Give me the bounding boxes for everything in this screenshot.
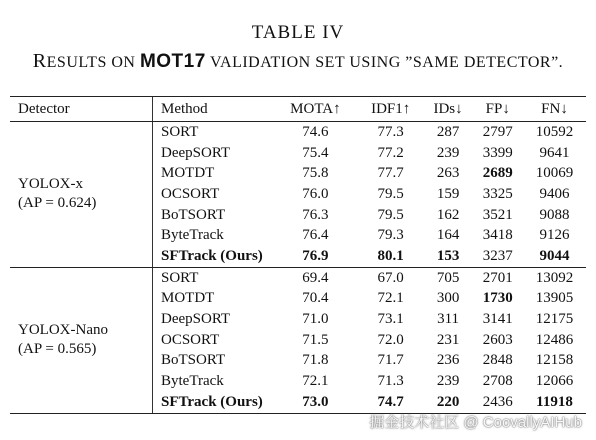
fp-cell: 2436 <box>473 392 523 413</box>
mota-cell: 69.4 <box>302 269 329 286</box>
detector-name: YOLOX-Nano <box>18 322 108 339</box>
fp-cell: 2708 <box>482 373 513 390</box>
mota-cell: 72.1 <box>302 373 329 390</box>
fp-cell: 3141 <box>482 311 513 328</box>
mota-cell: 76.3 <box>302 206 329 223</box>
bold-value: SFTrack (Ours) <box>161 247 263 264</box>
detector-ap: (AP = 0.624) <box>18 195 97 212</box>
detector-cell <box>10 267 153 413</box>
header-fn: FN↓ <box>523 97 586 122</box>
fp-cell <box>473 163 523 184</box>
mota-cell: 71.0 <box>302 311 329 328</box>
bold-value: 220 <box>436 393 460 410</box>
ids-cell: 239 <box>436 373 460 390</box>
idf1-cell: 77.2 <box>377 144 404 161</box>
idf1-cell: 79.5 <box>377 185 404 202</box>
fp-cell: 2701 <box>482 269 513 286</box>
ids-cell: 311 <box>437 311 460 328</box>
fn-cell: 12175 <box>535 311 574 328</box>
mota-cell: 70.4 <box>302 290 329 307</box>
method-cell: SORT <box>153 267 274 288</box>
bold-value: SFTrack (Ours) <box>161 393 263 410</box>
method-cell: MOTDT <box>153 163 274 184</box>
caption-dataset: MOT17 <box>139 51 206 72</box>
method-cell: BoTSORT <box>153 351 274 372</box>
header-method: Method <box>153 97 274 122</box>
mota-cell: 76.0 <box>302 185 329 202</box>
bold-value: 76.9 <box>302 247 329 264</box>
fp-cell: 2797 <box>482 123 513 140</box>
table-row <box>10 122 586 143</box>
fn-cell <box>523 392 586 413</box>
fp-cell: 3399 <box>482 144 513 161</box>
idf1-cell: 72.1 <box>377 290 404 307</box>
table-caption <box>0 50 596 73</box>
method-cell: ByteTrack <box>153 371 274 392</box>
idf1-cell <box>358 392 424 413</box>
header-idf1: IDF1↑ <box>358 97 424 122</box>
bold-value: 73.0 <box>302 393 329 410</box>
ids-cell: 231 <box>436 331 460 348</box>
header-ids: IDs↓ <box>424 97 473 122</box>
header-fp: FP↓ <box>473 97 523 122</box>
mota-cell: 74.6 <box>302 123 329 140</box>
ids-cell: 300 <box>436 290 460 307</box>
ids-cell: 164 <box>436 227 460 244</box>
fn-cell: 10592 <box>535 123 574 140</box>
method-cell: OCSORT <box>153 184 274 205</box>
ids-cell: 159 <box>436 185 460 202</box>
fn-cell: 13092 <box>535 269 574 286</box>
fn-cell: 13905 <box>535 290 574 307</box>
fp-cell: 3521 <box>482 206 513 223</box>
method-cell: ByteTrack <box>153 225 274 246</box>
fn-cell: 10069 <box>535 165 574 182</box>
fn-cell: 9641 <box>539 144 570 161</box>
bold-value: 11918 <box>536 393 573 410</box>
idf1-cell: 67.0 <box>377 269 404 286</box>
fn-cell: 12066 <box>535 373 574 390</box>
header-detector: Detector <box>10 97 153 122</box>
table-body <box>10 122 586 414</box>
bold-value: 74.7 <box>377 393 404 410</box>
idf1-cell: 77.7 <box>377 165 404 182</box>
idf1-cell: 79.3 <box>377 227 404 244</box>
bold-value: 153 <box>436 247 460 264</box>
watermark: 掘金技术社区 @ CoovallyAIHub <box>369 414 582 431</box>
idf1-cell: 77.3 <box>377 123 404 140</box>
fn-cell: 12486 <box>535 331 574 348</box>
method-cell: MOTDT <box>153 289 274 310</box>
method-cell: SORT <box>153 122 274 143</box>
bold-value: 2689 <box>482 165 513 182</box>
ids-cell <box>424 392 473 413</box>
fn-cell: 12158 <box>535 352 574 369</box>
header-mota: MOTA↑ <box>273 97 358 122</box>
idf1-cell: 71.7 <box>377 352 404 369</box>
mota-cell: 71.5 <box>302 331 329 348</box>
method-cell: DeepSORT <box>153 309 274 330</box>
fn-cell <box>523 246 586 267</box>
fp-cell: 3237 <box>473 246 523 267</box>
detector-ap: (AP = 0.565) <box>18 341 97 358</box>
ids-cell: 162 <box>436 206 460 223</box>
ids-cell: 287 <box>436 123 460 140</box>
fn-cell: 9126 <box>539 227 570 244</box>
table-number: TABLE IV <box>251 22 345 43</box>
table-row <box>10 267 586 288</box>
caption-text-2: VALIDATION SET USING ”SAME DETECTOR”. <box>205 54 564 71</box>
bold-value: 9044 <box>539 247 570 264</box>
idf1-cell: 72.0 <box>377 331 404 348</box>
fp-cell <box>473 289 523 310</box>
fn-cell: 9406 <box>539 185 570 202</box>
fp-cell: 3325 <box>482 185 513 202</box>
fp-cell: 2603 <box>482 331 513 348</box>
idf1-cell: 73.1 <box>377 311 404 328</box>
mota-cell <box>273 392 358 413</box>
mota-cell: 71.8 <box>302 352 329 369</box>
fp-cell: 2848 <box>482 352 513 369</box>
fp-cell: 3418 <box>482 227 513 244</box>
method-cell: BoTSORT <box>153 205 274 226</box>
header-row <box>10 97 586 122</box>
caption-text-1: ESULTS ON <box>46 54 140 71</box>
ids-cell: 705 <box>436 269 460 286</box>
method-cell: DeepSORT <box>153 143 274 164</box>
mota-cell: 76.4 <box>302 227 329 244</box>
mota-cell <box>273 246 358 267</box>
bold-value: 1730 <box>482 290 513 307</box>
method-cell <box>153 392 274 413</box>
idf1-cell <box>358 246 424 267</box>
results-table <box>10 96 586 414</box>
idf1-cell: 71.3 <box>377 373 404 390</box>
method-cell: OCSORT <box>153 330 274 351</box>
idf1-cell: 79.5 <box>377 206 404 223</box>
bold-value: 80.1 <box>377 247 404 264</box>
detector-cell <box>10 122 153 268</box>
method-cell <box>153 246 274 267</box>
mota-cell: 75.4 <box>302 144 329 161</box>
ids-cell: 236 <box>436 352 460 369</box>
ids-cell <box>424 246 473 267</box>
detector-name: YOLOX-x <box>18 176 83 193</box>
caption-initial: R <box>32 50 47 72</box>
ids-cell: 263 <box>436 165 460 182</box>
mota-cell: 75.8 <box>302 165 329 182</box>
ids-cell: 239 <box>436 144 460 161</box>
fn-cell: 9088 <box>539 206 570 223</box>
